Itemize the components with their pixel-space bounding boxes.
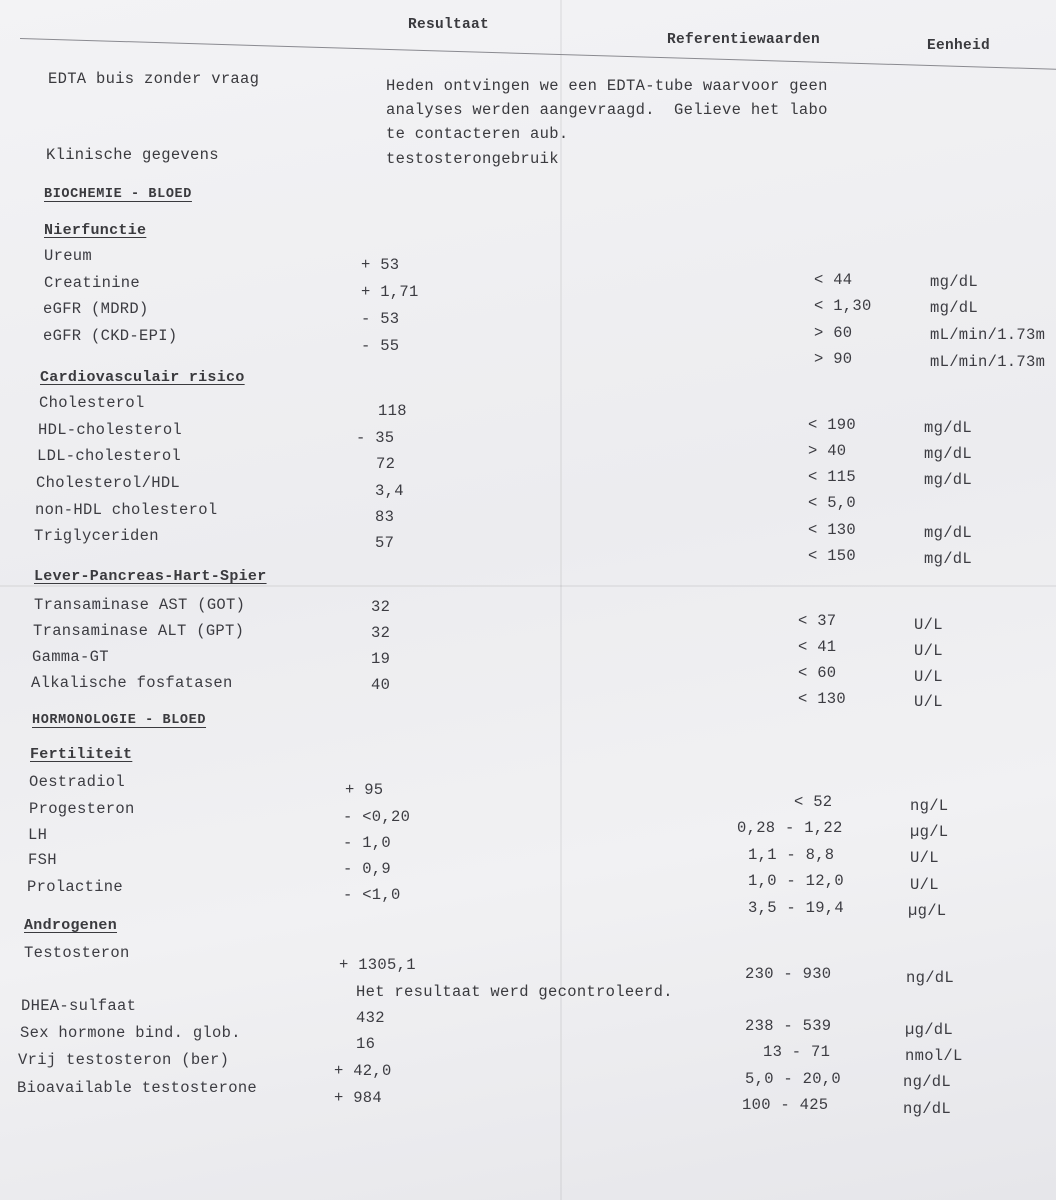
row-reference: 100 - 425 (742, 1096, 829, 1114)
clinical-label: Klinische gegevens (46, 146, 219, 164)
row-unit: ng/dL (903, 1073, 952, 1091)
row-label: eGFR (CKD-EPI) (43, 327, 178, 345)
row-value: + 1305,1 (339, 956, 416, 974)
row-value: + 984 (334, 1089, 383, 1107)
section-cardio: Cardiovasculair risico (40, 369, 245, 386)
row-reference: < 41 (798, 638, 837, 656)
row-label: Prolactine (27, 878, 124, 896)
row-reference: < 190 (808, 416, 857, 434)
row-reference: 1,0 - 12,0 (748, 872, 845, 890)
row-reference: < 37 (798, 612, 837, 630)
row-reference: < 1,30 (814, 297, 872, 315)
row-label: Alkalische fosfatasen (31, 674, 233, 692)
row-value: + 53 (361, 256, 400, 274)
row-label: HDL-cholesterol (38, 421, 183, 439)
row-reference: 0,28 - 1,22 (737, 819, 843, 837)
header-result: Resultaat (408, 17, 490, 33)
row-value: 83 (375, 508, 395, 526)
row-reference: < 115 (808, 468, 857, 486)
edta-text-line-1: Heden ontvingen we een EDTA-tube waarvoor geen (386, 77, 828, 95)
row-label: non-HDL cholesterol (35, 501, 218, 519)
row-value: + 95 (345, 781, 384, 799)
row-label: Vrij testosteron (ber) (18, 1051, 230, 1069)
row-value: + 1,71 (361, 283, 419, 301)
row-reference: < 5,0 (808, 494, 857, 512)
row-label: Triglyceriden (34, 527, 159, 545)
row-value: 118 (378, 402, 407, 420)
row-value: 16 (356, 1035, 376, 1053)
row-unit: mL/min/1.73m (930, 353, 1046, 371)
row-unit: U/L (914, 616, 943, 634)
row-reference: 238 - 539 (745, 1017, 832, 1035)
section-hormonologie: HORMONOLOGIE - BLOED (32, 713, 207, 728)
row-unit: mg/dL (924, 550, 973, 568)
row-label: Cholesterol/HDL (36, 474, 181, 492)
row-unit: ng/L (910, 797, 949, 815)
row-unit: U/L (910, 876, 939, 894)
row-label: eGFR (MDRD) (43, 300, 149, 318)
row-label: Cholesterol (39, 394, 145, 412)
row-unit: mg/dL (924, 419, 973, 437)
row-reference: 3,5 - 19,4 (748, 899, 845, 917)
row-value: 19 (371, 650, 391, 668)
row-unit: mg/dL (924, 445, 973, 463)
row-unit: mg/dL (924, 524, 973, 542)
paper-fold (560, 0, 562, 1200)
row-value: - 1,0 (343, 834, 392, 852)
row-reference: > 40 (808, 442, 847, 460)
row-unit: µg/L (910, 823, 949, 841)
row-reference: < 44 (814, 271, 853, 289)
section-fertiliteit: Fertiliteit (30, 746, 133, 763)
row-reference: > 60 (814, 324, 853, 342)
header-rule (20, 38, 1056, 72)
row-unit: µg/dL (905, 1021, 954, 1039)
row-label: LH (28, 826, 48, 844)
row-unit: U/L (914, 668, 943, 686)
row-reference: 1,1 - 8,8 (748, 846, 835, 864)
row-value: 432 (356, 1009, 385, 1027)
row-reference: < 60 (798, 664, 837, 682)
row-label: Creatinine (44, 274, 141, 292)
row-unit: mL/min/1.73m (930, 326, 1046, 344)
row-unit: U/L (914, 693, 943, 711)
row-unit: mg/dL (930, 299, 979, 317)
row-value: 32 (371, 598, 391, 616)
row-label: DHEA-sulfaat (21, 997, 137, 1015)
row-reference: < 130 (808, 521, 857, 539)
row-value: 3,4 (375, 482, 404, 500)
row-label: Bioavailable testosterone (17, 1079, 258, 1097)
row-value: - 35 (356, 429, 395, 447)
row-unit: U/L (914, 642, 943, 660)
row-reference: 230 - 930 (745, 965, 832, 983)
row-reference: 13 - 71 (763, 1043, 831, 1061)
row-label: Gamma-GT (32, 648, 109, 666)
row-label: Ureum (44, 247, 93, 265)
row-unit: mg/dL (924, 471, 973, 489)
row-label: Transaminase ALT (GPT) (33, 622, 245, 640)
row-value: 32 (371, 624, 391, 642)
row-reference: < 130 (798, 690, 847, 708)
row-unit: µg/L (908, 902, 947, 920)
row-value: - 53 (361, 310, 400, 328)
section-lever: Lever-Pancreas-Hart-Spier (34, 568, 267, 585)
row-value: 57 (375, 534, 395, 552)
row-reference: < 150 (808, 547, 857, 565)
edta-text-line-2: analyses werden aangevraagd. Gelieve het labo (386, 101, 828, 119)
row-unit: nmol/L (905, 1047, 963, 1065)
section-biochemie: BIOCHEMIE - BLOED (44, 187, 192, 202)
row-reference: > 90 (814, 350, 853, 368)
row-value: - 55 (361, 337, 400, 355)
row-unit: U/L (910, 849, 939, 867)
row-reference: < 52 (794, 793, 833, 811)
edta-label: EDTA buis zonder vraag (48, 70, 260, 88)
row-value: - <0,20 (343, 808, 411, 826)
edta-text-line-3: te contacteren aub. (386, 125, 569, 143)
row-label: FSH (28, 851, 57, 869)
clinical-text: testosterongebruik (386, 150, 559, 168)
section-nierfunctie: Nierfunctie (44, 222, 147, 239)
row-unit: ng/dL (903, 1100, 952, 1118)
testosteron-note: Het resultaat werd gecontroleerd. (356, 983, 673, 1001)
row-value: + 42,0 (334, 1062, 392, 1080)
row-reference: 5,0 - 20,0 (745, 1070, 842, 1088)
row-value: 72 (376, 455, 396, 473)
row-label: LDL-cholesterol (37, 447, 182, 465)
row-value: - <1,0 (343, 886, 401, 904)
row-unit: ng/dL (906, 969, 955, 987)
row-label: Sex hormone bind. glob. (20, 1024, 241, 1042)
header-unit: Eenheid (927, 38, 991, 54)
row-label: Progesteron (29, 800, 135, 818)
row-label: Transaminase AST (GOT) (34, 596, 246, 614)
row-label: Oestradiol (29, 773, 126, 791)
row-value: - 0,9 (343, 860, 392, 878)
section-androgenen: Androgenen (24, 917, 118, 934)
header-reference: Referentiewaarden (667, 32, 821, 48)
row-unit: mg/dL (930, 273, 979, 291)
row-label: Testosteron (24, 944, 130, 962)
row-value: 40 (371, 676, 391, 694)
